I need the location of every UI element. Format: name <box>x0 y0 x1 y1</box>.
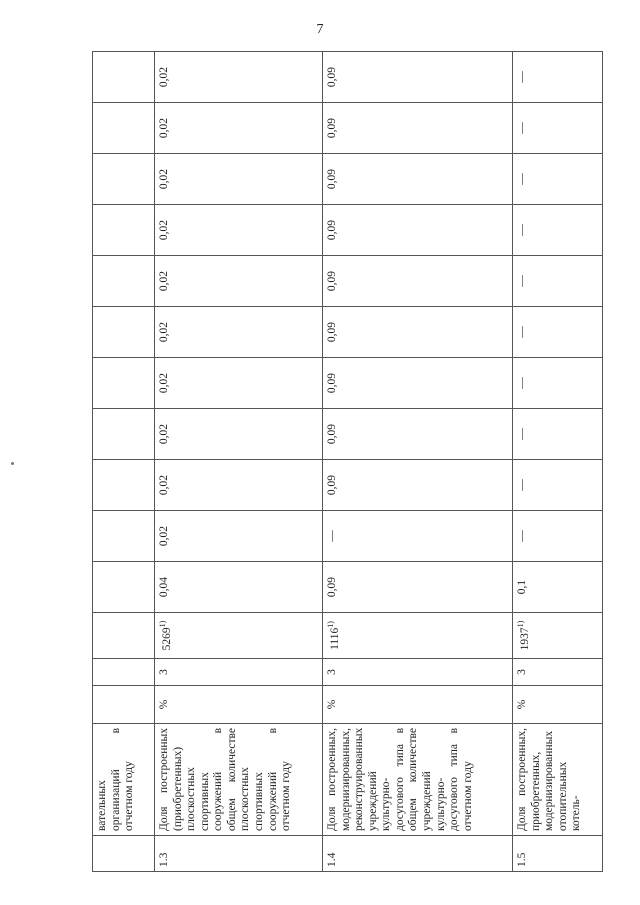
unit-cell <box>93 686 155 724</box>
value-cell: 0,02 <box>155 358 323 409</box>
value-cell <box>93 409 155 460</box>
base-value-cell <box>513 613 603 659</box>
value-cell: 0,09 <box>323 409 513 460</box>
table-row <box>323 52 513 872</box>
value-cell <box>93 358 155 409</box>
value-cell <box>93 103 155 154</box>
base-value: 1937 <box>518 627 531 651</box>
base-value: 1116 <box>328 627 341 650</box>
indicators-table <box>92 51 603 872</box>
value-cell: — <box>513 256 603 307</box>
value-cell: 0,09 <box>323 460 513 511</box>
value-cell: 0,09 <box>323 562 513 613</box>
table-row-continuation <box>93 52 155 872</box>
unit-cell: % <box>323 686 513 724</box>
value-cell: — <box>513 358 603 409</box>
rotated-table-wrapper <box>92 60 602 872</box>
value-cell: — <box>513 409 603 460</box>
value-cell: 0,02 <box>155 460 323 511</box>
unit-cell: % <box>155 686 323 724</box>
base-value-cell <box>323 613 513 659</box>
value-cell: 0,09 <box>323 358 513 409</box>
value-cell: 0,02 <box>155 307 323 358</box>
value-cell: 0,02 <box>155 409 323 460</box>
value-cell: — <box>513 511 603 562</box>
indicator-name-cell: Доля построенных, модернизированных, реконструированных учреждений культурно-досугового типа в общем количестве учреждений культурно-досугового типа в отчетном году <box>323 724 513 836</box>
value-cell <box>93 511 155 562</box>
scan-artifact-dot <box>11 462 14 465</box>
value-cell: — <box>513 460 603 511</box>
page-number: 7 <box>316 22 324 37</box>
indicator-name-cell: Доля построенных, приобретенных, модернизированных отопительных котель- <box>513 724 603 836</box>
row-number-cell: 1.4 <box>323 836 513 872</box>
value-cell: — <box>513 103 603 154</box>
base-value-cell <box>155 613 323 659</box>
base-value: 5269 <box>160 627 173 651</box>
value-cell <box>93 154 155 205</box>
indicator-name-cell: Доля построенных (приобретенных) плоскостных спортивных сооружений в общем количестве плоскостных спортивных сооружений в отчетном году <box>155 724 323 836</box>
unit-cell: % <box>513 686 603 724</box>
value-cell: — <box>513 307 603 358</box>
indicator-name-cell: вательных организаций в отчетном году <box>93 724 155 836</box>
column-3-cell <box>93 659 155 686</box>
value-cell <box>93 256 155 307</box>
footnote-marker: 1) <box>516 620 525 628</box>
row-number-cell: 1.5 <box>513 836 603 872</box>
row-number-cell: 1.3 <box>155 836 323 872</box>
column-3-cell: 3 <box>323 659 513 686</box>
value-cell: 0,02 <box>155 256 323 307</box>
value-cell: 0,09 <box>323 307 513 358</box>
row-number-cell <box>93 836 155 872</box>
value-cell: 0,02 <box>155 103 323 154</box>
value-cell: — <box>513 154 603 205</box>
base-value-cell <box>93 613 155 659</box>
table-row <box>155 52 323 872</box>
footnote-marker: 1) <box>158 620 167 628</box>
value-cell: 0,09 <box>323 256 513 307</box>
value-cell <box>93 307 155 358</box>
value-cell: — <box>513 205 603 256</box>
value-cell: 0,04 <box>155 562 323 613</box>
value-cell: — <box>513 52 603 103</box>
value-cell: 0,09 <box>323 103 513 154</box>
value-cell: 0,09 <box>323 205 513 256</box>
table-row <box>513 52 603 872</box>
value-cell <box>93 205 155 256</box>
value-cell: — <box>323 511 513 562</box>
value-cell <box>93 562 155 613</box>
column-3-cell: 3 <box>155 659 323 686</box>
value-cell: 0,09 <box>323 154 513 205</box>
value-cell: 0,02 <box>155 205 323 256</box>
value-cell <box>93 52 155 103</box>
footnote-marker: 1) <box>326 621 335 628</box>
value-cell: 0,09 <box>323 52 513 103</box>
value-cell <box>93 460 155 511</box>
value-cell: 0,02 <box>155 52 323 103</box>
value-cell: 0,02 <box>155 154 323 205</box>
column-3-cell: 3 <box>513 659 603 686</box>
value-cell: 0,02 <box>155 511 323 562</box>
value-cell: 0,1 <box>513 562 603 613</box>
